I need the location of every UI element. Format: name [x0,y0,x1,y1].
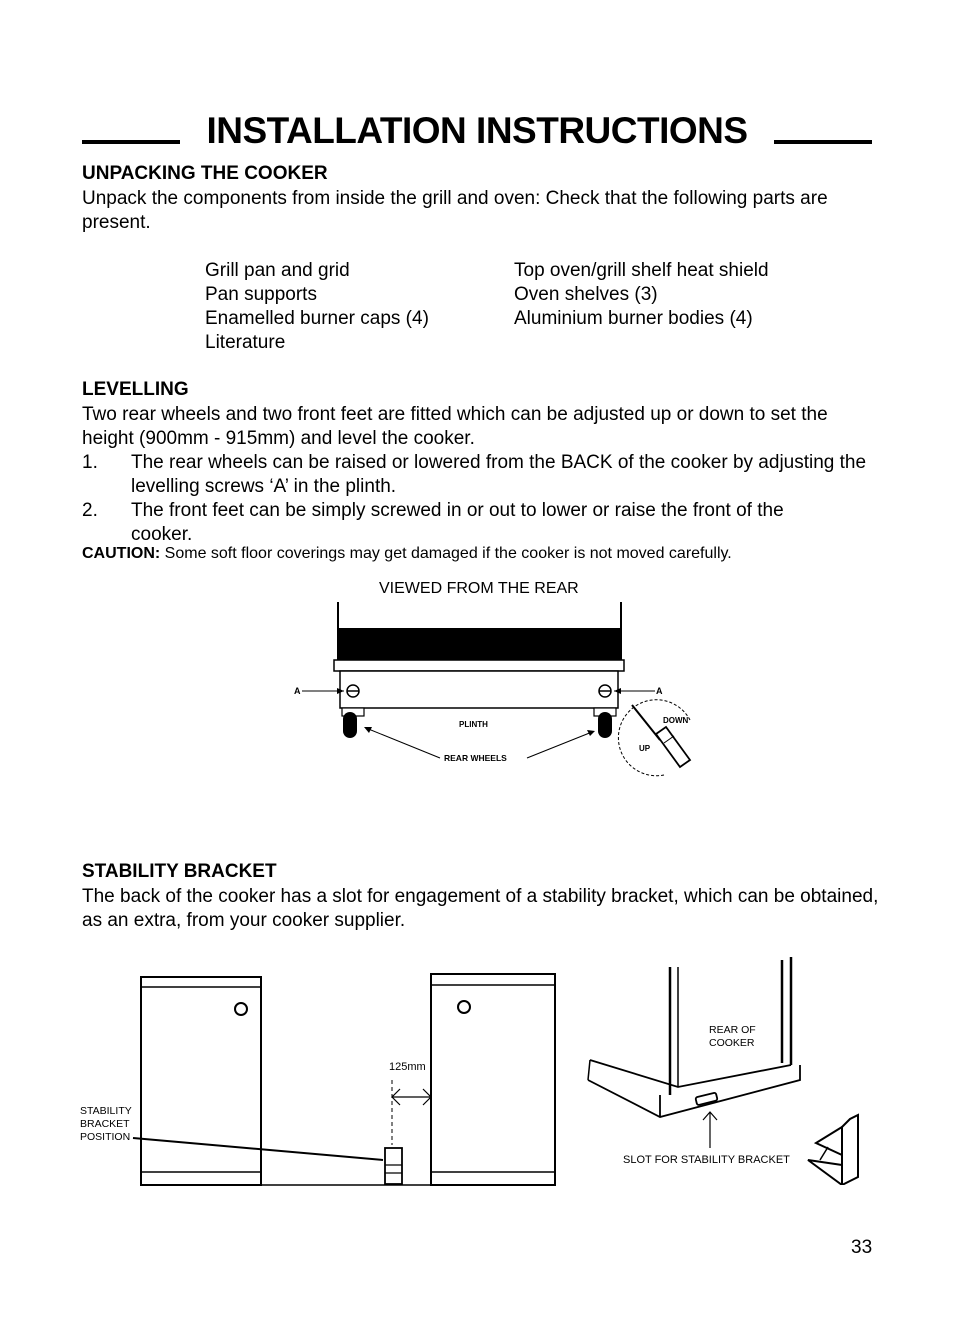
label-up: UP [639,744,651,753]
caution-text: Some soft floor coverings may get damaged if the cooker is not moved carefully. [160,545,732,562]
list-item: Literature [205,332,286,353]
page-title: INSTALLATION INSTRUCTIONS [206,110,748,151]
stability-heading: STABILITY BRACKET [82,861,277,882]
label-line: POSITION [80,1131,131,1143]
rear-view-title: VIEWED FROM THE REAR [379,580,579,597]
label-line: REAR OF [709,1024,756,1036]
label-line: STABILITY [80,1105,132,1117]
list-item: Oven shelves (3) [514,284,658,305]
cooker-side-left [141,977,261,1185]
step-text: The front feet can be simply screwed in or out to lower or raise the front of the cooker. [131,500,784,545]
unpacking-heading: UNPACKING THE COOKER [82,163,328,184]
stability-text: The back of the cooker has a slot for engagement of a stability bracket, which can be obtained, as an extra, from your cooker supplier. [82,886,879,931]
levelling-heading: LEVELLING [82,379,189,400]
cooker-back-panel [338,628,621,660]
levelling-screw-left-icon [347,685,359,697]
stability-bracket-icon [385,1148,402,1184]
label-rear-of-cooker [709,1024,759,1049]
levelling-text: Two rear wheels and two front feet are fitted which can be adjusted up or down to set the height (900mm - 915mm) and level the cooker. [82,404,828,449]
cooker-side-right [431,974,555,1185]
parts-list-left [205,259,505,355]
caution-label: CAUTION: [82,545,161,562]
cooker-rear [588,957,800,1117]
label-line: BRACKET [80,1118,130,1130]
list-item: Enamelled burner caps (4) [205,308,429,329]
bracket-position-diagram [78,965,568,1195]
list-item: Grill pan and grid [205,260,350,281]
slot-diagram [580,955,880,1185]
list-item: Top oven/grill shelf heat shield [514,260,769,281]
list-item: Aluminium burner bodies (4) [514,308,753,329]
step-number: 2. [82,500,98,521]
step-number: 1. [82,452,98,473]
plinth [340,671,618,708]
rear-wheel-right-icon [594,708,616,738]
label-plinth: PLINTH [459,720,488,729]
screwdriver-icon [632,705,690,767]
unpacking-text: Unpack the components from inside the grill and oven: Check that the following parts are present. [82,188,828,233]
stability-bracket-icon [808,1115,858,1185]
label-dimension: 125mm [389,1061,426,1073]
label-down: DOWN [663,716,689,725]
rear-wheel-left-icon [342,708,364,738]
label-slot: SLOT FOR STABILITY BRACKET [623,1154,790,1166]
list-item: Pan supports [205,284,317,305]
parts-list-right [514,259,894,331]
rear-view-diagram [280,600,710,780]
label-bracket-position [80,1105,134,1143]
page-number: 33 [851,1237,873,1258]
step-text: The rear wheels can be raised or lowered from the BACK of the cooker by adjusting the levelling screws ‘A’ in the plinth. [131,452,867,497]
label-rear-wheels: REAR WHEELS [444,753,507,763]
caution-note [82,545,732,563]
label-a-right: A [656,686,663,696]
levelling-screw-right-icon [599,685,611,697]
label-line: COOKER [709,1037,755,1049]
label-a-left: A [294,686,301,696]
